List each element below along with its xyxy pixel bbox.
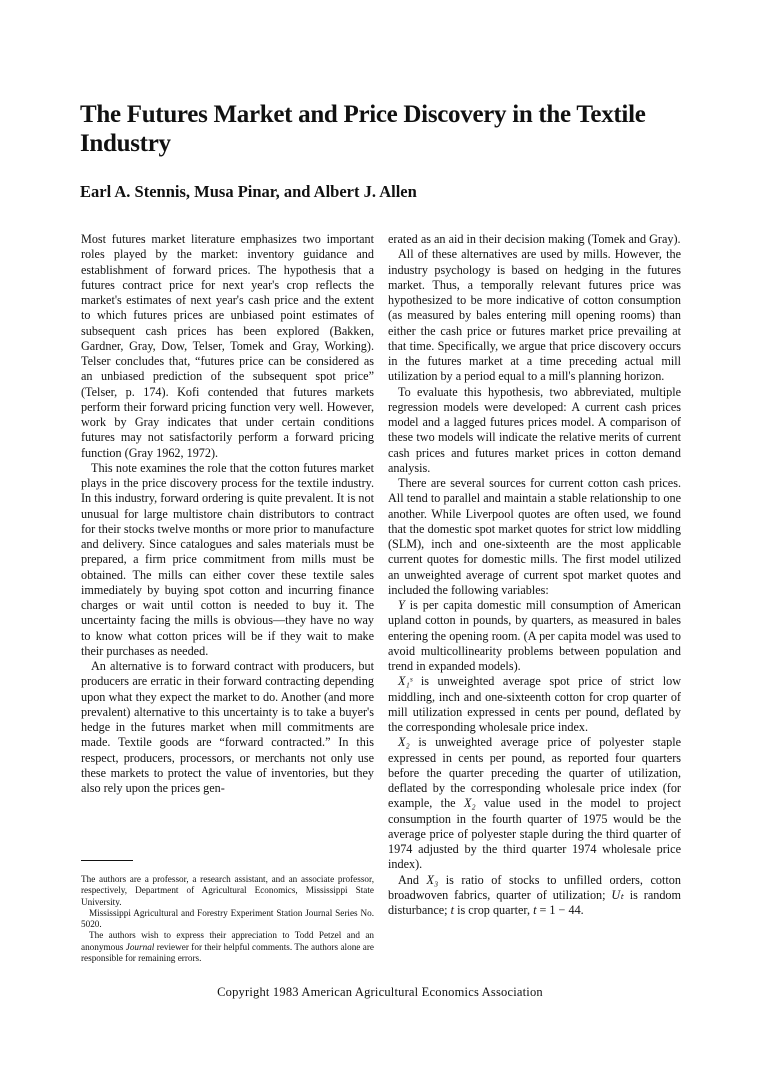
variable-definition-x3: And X₃ is ratio of stocks to unfilled orders, cotton broadwoven fabrics, quarter of utilization; Uₜ is random disturbance; t is crop quarter, t = 1 − 44. bbox=[388, 872, 681, 917]
variable-definition-y: Y is per capita domestic mill consumption of American upland cotton in pounds, by quarters, as measured in bales entering the opening room. (A per capita model was used to avoid multicollinearity problems between population and trend in expanded models). bbox=[388, 598, 681, 673]
variable-definition-x1: X₁ˢ is unweighted average spot price of strict low middling, inch and one-sixteenth cotton for crop quarter of mill utilization expressed in cents per pound, deflated by the corresponding wholesale price index. bbox=[388, 674, 681, 734]
footnotes bbox=[81, 874, 374, 964]
body-paragraph: There are several sources for current cotton cash prices. All tend to parallel and maintain a stable relationship to one another. While Liverpool quotes are often used, we found that the domestic spot market quotes for strict low middling (SLM), inch and one-sixteenth are the most applicable current quotes for domestic mills. The first model utilized an unweighted average of current spot market quotes and included the following variables: bbox=[388, 476, 681, 597]
footnote-affiliation: The authors are a professor, a research assistant, and an associate professor, respectively, Department of Agricultural Economics, Mississippi State University. bbox=[81, 874, 374, 907]
body-paragraph: To evaluate this hypothesis, two abbreviated, multiple regression models were developed: A current cash prices model and a lagged futures prices model. A comparison of these two models will indicate the relative merits of current cash prices and futures market prices in cotton demand analysis. bbox=[388, 384, 681, 475]
body-paragraph: Most futures market literature emphasizes two important roles played by the market: inventory guidance and establishment of forward prices. The hypothesis that a futures contract price for next year's crop reflects the market's estimates of next year's cash price and the extent to which futures prices are unbiased point estimates of subsequent cash prices has been explored (Bakken, Gardner, Gray, Dow, Telser, Tomek and Gray, Working). Telser concludes that, “futures price can be considered as an unbiased prediction of the subsequent spot price” (Telser, p. 174). Kofi contended that futures markets perform their forward pricing function very well. However, work by Gray indicates that under certain conditions futures may not satisfactorily perform a forward pricing function (Gray 1962, 1972). bbox=[81, 232, 374, 460]
footnote-divider bbox=[81, 860, 133, 861]
copyright-notice: Copyright 1983 American Agricultural Economics Association bbox=[217, 985, 543, 999]
right-column bbox=[388, 232, 681, 918]
variable-definition-x2: X₂ is unweighted average price of polyester staple expressed in cents per pound, as reported four quarters before the quarter preceding the quarter of utilization, deflated by the corresponding wholesale price index (for example, the X₂ value used in the model to project consumption in the fourth quarter of 1975 would be the average price of polyester staple during the third quarter of 1974 adjusted by the third quarter 1974 wholesale price index). bbox=[388, 735, 681, 872]
body-paragraph: All of these alternatives are used by mills. However, the industry psychology is based on hedging in the futures market. Thus, a temporally relevant futures price was hypothesized to be more indicative of cotton consumption (as measured by bales entering mill opening rooms) than either the cash price or futures market price prevailing at that time. Specifically, we argue that price discovery occurs in the futures market at a time preceding actual mill utilization by a period equal to a mill's planning horizon. bbox=[388, 247, 681, 384]
article-authors: Earl A. Stennis, Musa Pinar, and Albert J. Allen bbox=[80, 182, 417, 201]
body-paragraph: erated as an aid in their decision making (Tomek and Gray). bbox=[388, 232, 681, 246]
body-paragraph: This note examines the role that the cotton futures market plays in the price discovery process for the textile industry. In this industry, forward ordering is quite prevalent. It is not unusual for large multistore chain distributors to contract for their stocks twelve months or more prior to manufacture and delivery. Since catalogues and sales materials must be prepared, a firm price commitment from mills must be obtained. The mills can either cover these textile sales immediately by buying spot cotton and incurring finance charges or wait until cotton is needed to buy it. The uncertainty facing the mills is obvious—they have no way to know what cotton prices will be if they wait to make their purchases as needed. bbox=[81, 460, 374, 658]
body-paragraph: An alternative is to forward contract with producers, but producers are erratic in their forward contracting depending upon what they expect the market to do. Another (and more prevalent) alternative to this uncertainty is to take a buyer's hedge in the futures market when mill commitments are made. Textile goods are “forward contracted.” In this respect, producers, processors, or merchants not only use these markets to protect the value of inventories, but they also rely upon the prices gen- bbox=[81, 659, 374, 795]
article-title: The Futures Market and Price Discovery in the Textile Industry bbox=[80, 101, 646, 157]
left-column bbox=[81, 232, 374, 796]
footnote-station: Mississippi Agricultural and Forestry Experiment Station Journal Series No. 5020. bbox=[81, 907, 374, 930]
footnote-acknowledgment: The authors wish to express their appreciation to Todd Petzel and an anonymous Journal reviewer for their helpful comments. The authors alone are responsible for remaining errors. bbox=[81, 930, 374, 964]
